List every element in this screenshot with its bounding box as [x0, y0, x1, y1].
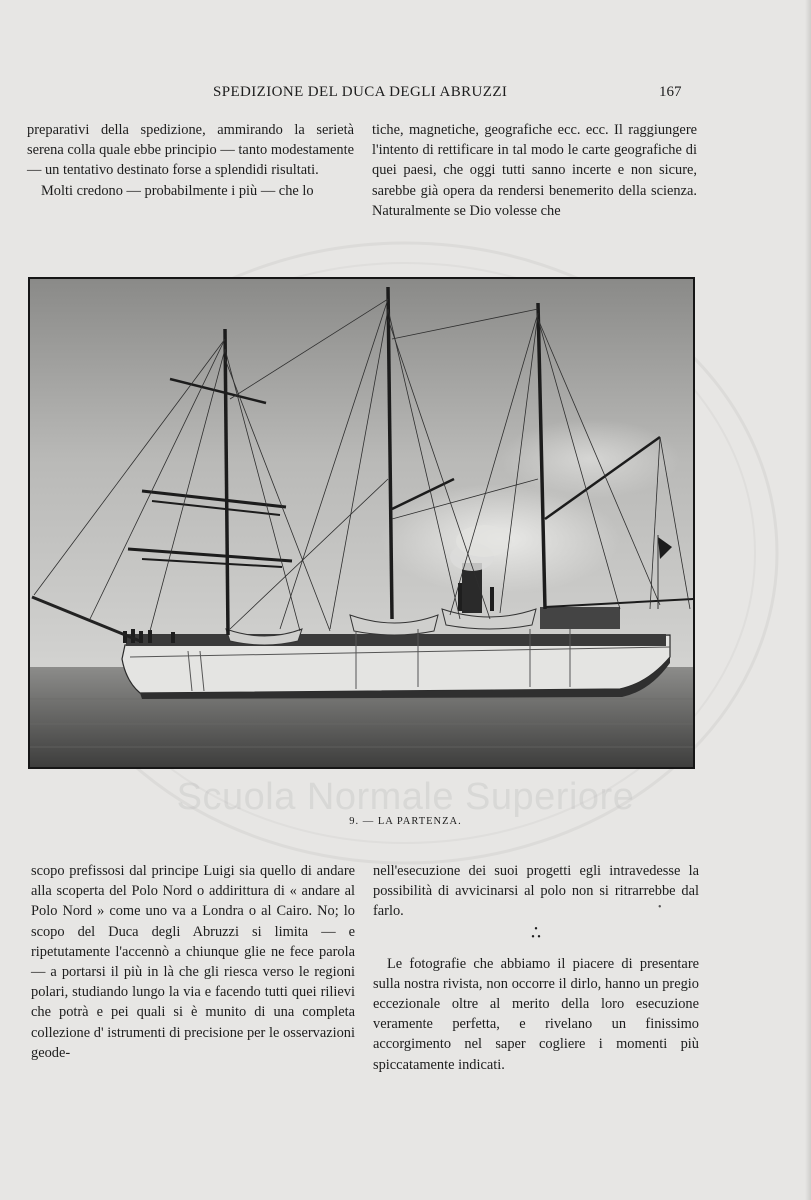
ship-photograph — [28, 277, 695, 769]
text-column-top-right — [372, 120, 697, 221]
section-separator — [373, 922, 699, 954]
text-column-bottom-left — [31, 861, 355, 1063]
ship-illustration — [30, 279, 693, 767]
separator-glyph: • • • — [531, 923, 541, 943]
ink-speck: • — [658, 902, 662, 913]
running-title: SPEDIZIONE DEL DUCA DEGLI ABRUZZI — [213, 84, 508, 100]
paragraph: tiche, magnetiche, geografiche ecc. ecc. Il raggiungere l'intento di rettificare in tal modo le carte geografiche di quei paesi, che oggi tutti sanno incerte e non sicure, sarebbe già opera da rendersi benemerito della scienza. Naturalmente se Dio volesse che — [372, 122, 697, 219]
text-column-bottom-right — [373, 861, 699, 1075]
paragraph: Molti credono — probabilmente i più — che lo — [41, 182, 314, 199]
paragraph: preparativi della spedizione, ammirando la serietà serena colla quale ebbe principio — tanto modestamente — un tentativo destinato forse a splendidi risultati. — [27, 122, 354, 179]
paragraph: Le fotografie che abbiamo il piacere di presentare sulla nostra rivista, non occorre il dirlo, hanno un pregio eccezionale oltre al merito della loro esecuzione veramente perfetta, e rivelano un finissimo accorgimento nel saper cogliere i momenti più spiccatamente indicati. — [373, 955, 699, 1073]
text-column-top-left — [27, 120, 354, 201]
library-watermark: Scuola Normale Superiore — [176, 776, 635, 818]
page-number: 167 — [659, 84, 682, 100]
running-head — [0, 84, 811, 106]
paragraph: scopo prefissosi dal principe Luigi sia quello di andare alla scoperta del Polo Nord o addirittura di « andare al Polo Nord » come uno va a Londra o al Cairo. No; lo scopo del Duca degli Abruzzi si limita — e ripetutamente l'accennò a chiunque glie ne fece parola — a portarsi il più in là che gli riesca verso le regioni polari, studiando lungo la via e facendo tutti quei rilievi che potrà e pei quali si è munito di una completa collezione d' istrumenti di precisione per le osservazioni geode- — [31, 863, 355, 1061]
page-edge-shadow — [805, 0, 811, 1200]
paragraph: nell'esecuzione dei suoi progetti egli intravedesse la possibilità di avvicinarsi al polo non si ritrarrebbe dal farlo. — [373, 863, 699, 920]
figure-caption: 9. — LA PARTENZA. — [349, 816, 462, 827]
